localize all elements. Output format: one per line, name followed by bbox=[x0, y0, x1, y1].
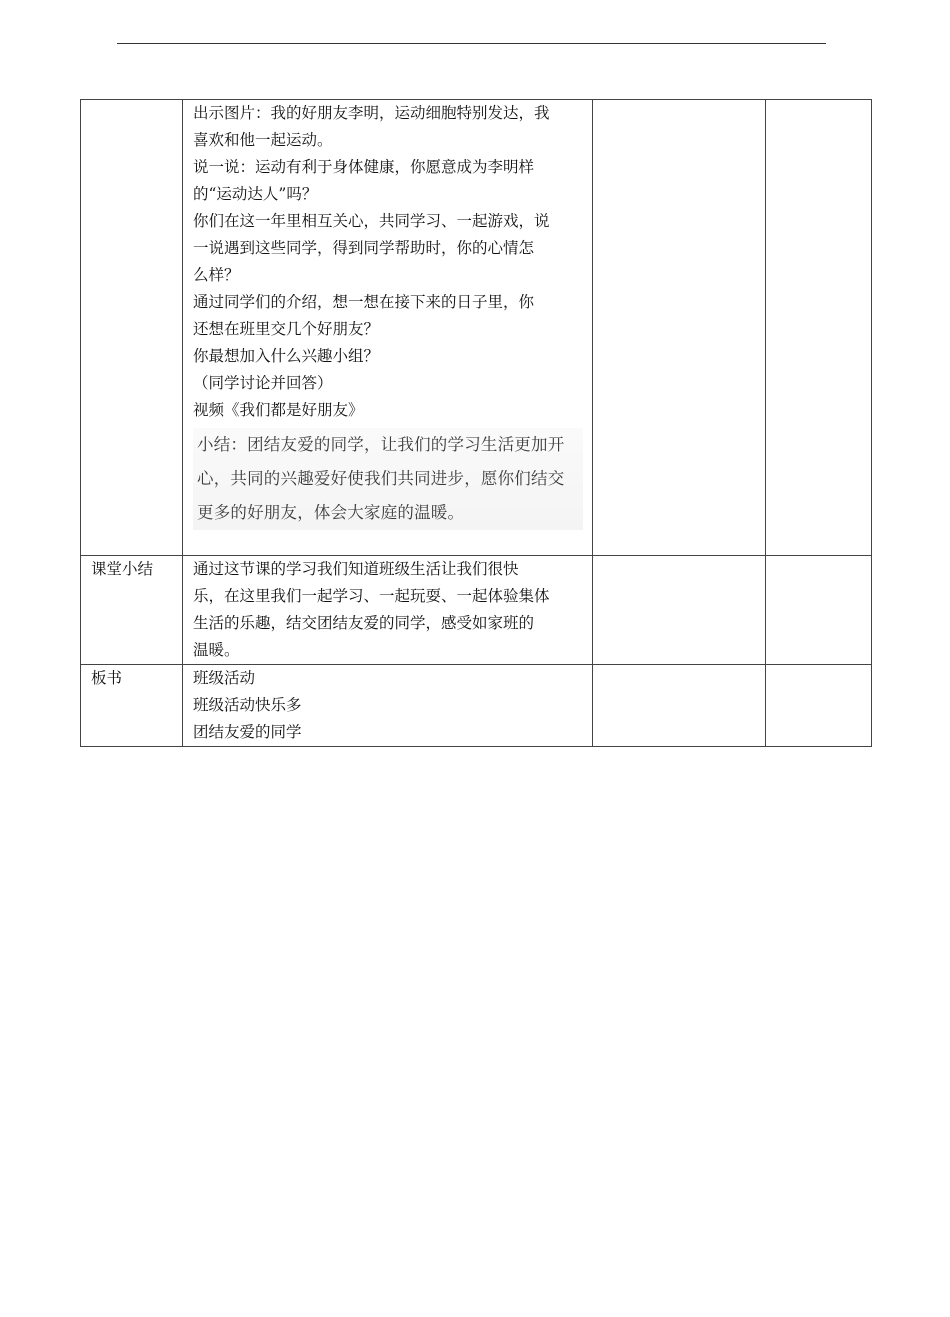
empty-cell bbox=[593, 556, 766, 665]
content-line: 班级活动 bbox=[193, 669, 256, 687]
content-line: 团结友爱的同学 bbox=[193, 723, 302, 741]
summary-content bbox=[183, 556, 593, 665]
content-line: 班级活动快乐多 bbox=[193, 696, 302, 714]
content-line: 出示图片：我的好朋友李明，运动细胞特别发达，我 bbox=[193, 104, 550, 122]
content-line: 说一说：运动有利于身体健康，你愿意成为李明样 bbox=[193, 158, 535, 176]
summary-image bbox=[193, 428, 583, 530]
empty-cell bbox=[766, 556, 872, 665]
content-line: 一说遇到这些同学，得到同学帮助时，你的心情怎 bbox=[193, 239, 535, 257]
content-line: 通过这节课的学习我们知道班级生活让我们很快 bbox=[193, 560, 519, 578]
table-row bbox=[81, 556, 872, 665]
content-line: 视频《我们都是好朋友》 bbox=[193, 401, 364, 419]
content-line: 你最想加入什么兴趣小组？ bbox=[193, 347, 380, 365]
table-row bbox=[81, 100, 872, 556]
content-line: 么样？ bbox=[193, 266, 240, 284]
empty-cell bbox=[593, 665, 766, 747]
content-line: 通过同学们的介绍，想一想在接下来的日子里，你 bbox=[193, 293, 535, 311]
summary-image-line: 更多的好朋友，体会大家庭的温暖。 bbox=[197, 503, 465, 522]
summary-image-line: 心，共同的兴趣爱好使我们共同进步，愿你们结交 bbox=[197, 469, 565, 488]
table-row bbox=[81, 665, 872, 747]
content-line: 生活的乐趣，结交团结友爱的同学，感受如家班的 bbox=[193, 614, 535, 632]
activity-content bbox=[183, 100, 593, 556]
content-line: 的“运动达人”吗？ bbox=[193, 185, 318, 203]
content-line: 还想在班里交几个好朋友？ bbox=[193, 320, 380, 338]
content-line: 乐，在这里我们一起学习、一起玩耍、一起体验集体 bbox=[193, 587, 550, 605]
content-line: 你们在这一年里相互关心，共同学习、一起游戏，说 bbox=[193, 212, 550, 230]
lesson-plan-table bbox=[80, 99, 872, 747]
empty-cell bbox=[593, 100, 766, 556]
row-label: 课堂小结 bbox=[81, 556, 183, 665]
summary-image-line: 小结：团结友爱的同学，让我们的学习生活更加开 bbox=[197, 435, 565, 454]
content-line: 温暖。 bbox=[193, 641, 240, 659]
empty-cell bbox=[766, 665, 872, 747]
blackboard-content bbox=[183, 665, 593, 747]
empty-cell bbox=[766, 100, 872, 556]
header-rule bbox=[117, 43, 826, 44]
content-line: （同学讨论并回答） bbox=[193, 374, 333, 392]
row-label: 板书 bbox=[81, 665, 183, 747]
row-label bbox=[81, 100, 183, 556]
content-line: 喜欢和他一起运动。 bbox=[193, 131, 333, 149]
